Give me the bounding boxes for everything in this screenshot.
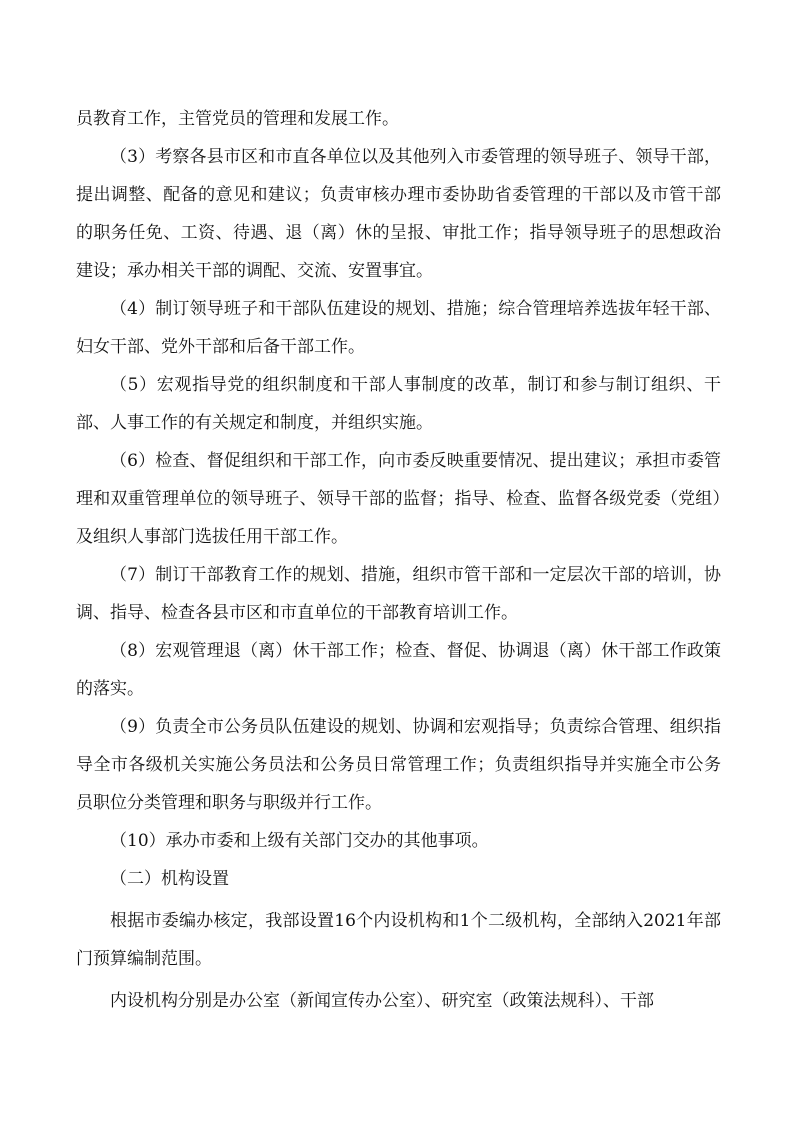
paragraph-item-8: （8）宏观管理退（离）休干部工作；检查、督促、协调退（离）休干部工作政策的落实。: [76, 641, 721, 699]
paragraph-item-9: （9）负责全市公务员队伍建设的规划、协调和宏观指导；负责综合管理、组织指导全市各级机关实施公务员法和公务员日常管理工作；负责组织指导并实施全市公务员职位分类管理和职务与职级并行工作。: [76, 717, 721, 813]
paragraph-item-3: （3）考察各县市区和市直各单位以及其他列入市委管理的领导班子、领导干部，提出调整、配备的意见和建议；负责审核办理市委协助省委管理的干部以及市管干部的职务任免、工资、待遇、退（离）休的呈报、审批工作；指导领导班子的思想政治建设；承办相关干部的调配、交流、安置事宜。: [76, 147, 721, 281]
paragraph-item-7: （7）制订干部教育工作的规划、措施，组织市管干部和一定层次干部的培训，协调、指导、检查各县市区和市直单位的干部教育培训工作。: [76, 565, 721, 623]
paragraph-item-10: （10）承办市委和上级有关部门交办的其他事项。: [110, 831, 489, 851]
section-heading-structure: （二）机构设置: [110, 869, 229, 889]
paragraph-item-5: （5）宏观指导党的组织制度和干部人事制度的改革，制订和参与制订组织、干部、人事工作的有关规定和制度，并组织实施。: [76, 375, 721, 433]
paragraph-internal-units: 内设机构分别是办公室（新闻宣传办公室）、研究室（政策法规科）、干部: [110, 991, 654, 1011]
paragraph-item-4: （4）制订领导班子和干部队伍建设的规划、措施；综合管理培养选拔年轻干部、妇女干部、党外干部和后备干部工作。: [76, 299, 721, 357]
body-text: [76, 100, 721, 1020]
paragraph-structure-intro: 根据市委编办核定，我部设置16个内设机构和1个二级机构，全部纳入2021年部门预算编制范围。: [76, 911, 721, 969]
paragraph-item-6: （6）检查、督促组织和干部工作，向市委反映重要情况、提出建议；承担市委管理和双重管理单位的领导班子、领导干部的监督；指导、检查、监督各级党委（党组）及组织人事部门选拔任用干部工作。: [76, 451, 721, 547]
paragraph-continuation: 员教育工作，主管党员的管理和发展工作。: [76, 109, 399, 129]
